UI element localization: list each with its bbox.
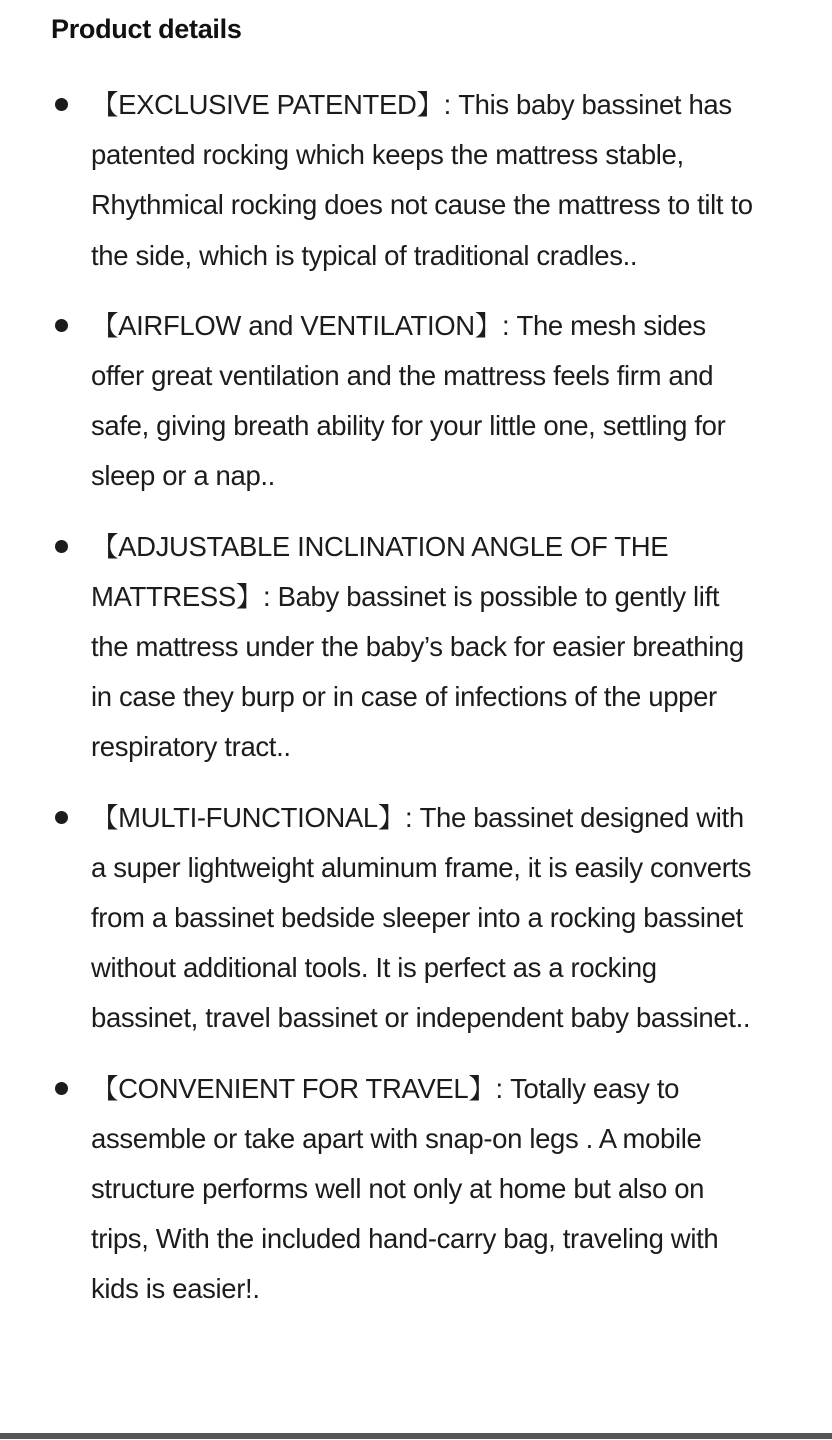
detail-text: 【MULTI-FUNCTIONAL】: The bassinet designed with a super lightweight aluminum frame, it is easily converts from a bassinet bedside sleeper into a rocking bassinet without additional tools. It is perfect as a rocking bassinet, travel bassinet or independent baby bassinet.. <box>91 801 752 1034</box>
bullet-icon <box>55 1082 68 1095</box>
bullet-icon <box>55 811 68 824</box>
product-details-list <box>0 80 832 1335</box>
bullet-icon <box>55 319 68 332</box>
detail-item-convenient-travel <box>0 1064 832 1315</box>
detail-text: 【ADJUSTABLE INCLINATION ANGLE OF THE MATTRESS】: Baby bassinet is possible to gently lift the mattress under the baby’s back for easier breathing in case they burp or in case of infections of the upper respiratory tract.. <box>91 530 744 763</box>
detail-item-multi-functional <box>0 793 832 1044</box>
bullet-icon <box>55 540 68 553</box>
detail-item-airflow-ventilation <box>0 301 832 502</box>
detail-text: 【CONVENIENT FOR TRAVEL】: Totally easy to assemble or take apart with snap-on legs . A mobile structure performs well not only at home but also on trips, With the included hand-carry bag, traveling with kids is easier!. <box>91 1072 719 1305</box>
section-title: Product details <box>51 14 242 44</box>
detail-item-adjustable-inclination <box>0 522 832 773</box>
bullet-icon <box>55 98 68 111</box>
detail-item-exclusive-patented <box>0 80 832 281</box>
detail-text: 【EXCLUSIVE PATENTED】: This baby bassinet has patented rocking which keeps the mattress stable, Rhythmical rocking does not cause the mattress to tilt to the side, which is typical of traditional cradles.. <box>91 89 753 271</box>
detail-text: 【AIRFLOW and VENTILATION】: The mesh sides offer great ventilation and the mattress feels firm and safe, giving breath ability for your little one, settling for sleep or a nap.. <box>91 309 726 492</box>
bottom-divider <box>0 1433 832 1439</box>
